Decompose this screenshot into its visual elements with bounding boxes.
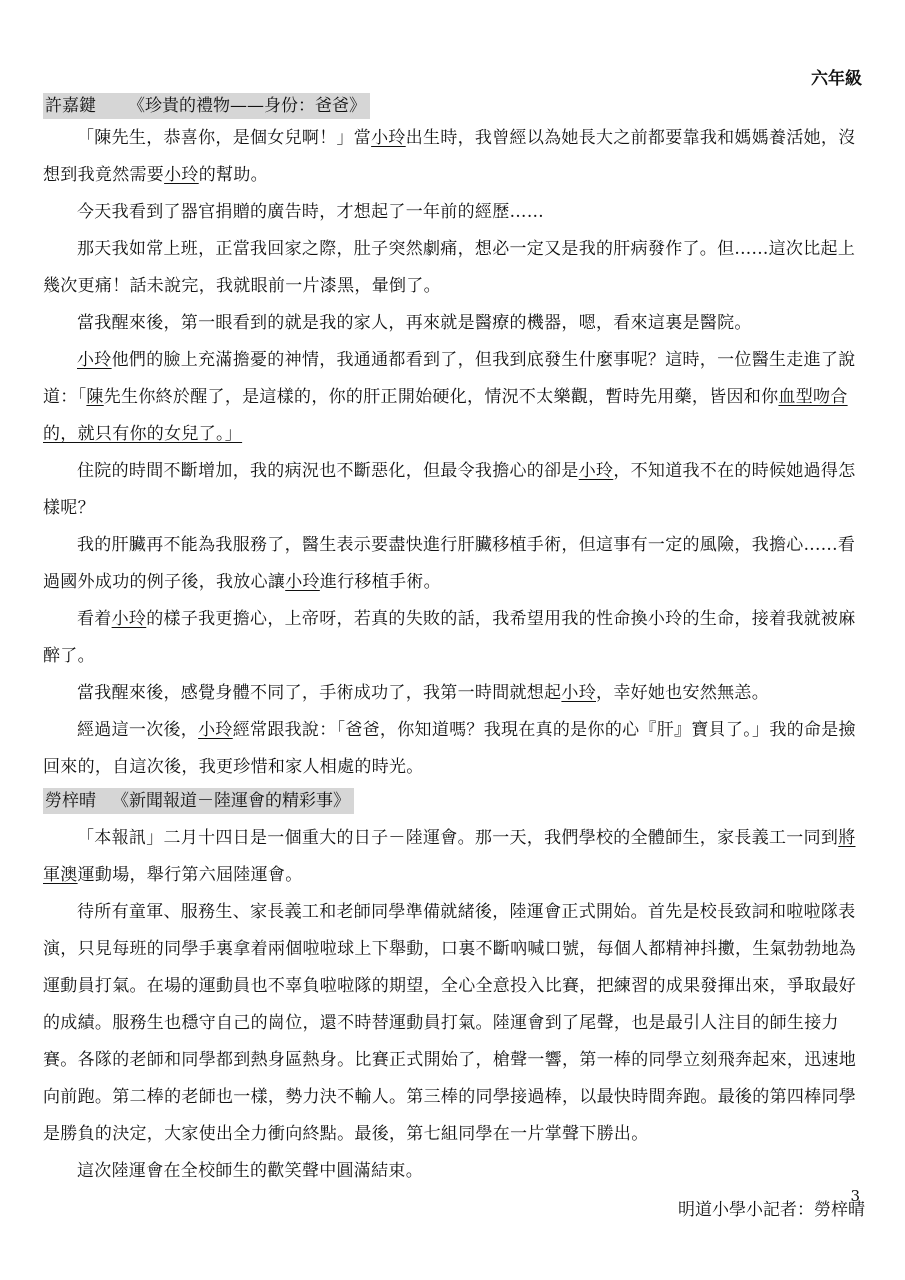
- article1-paragraph-1: 「陳先生，恭喜你，是個女兒啊！」當小玲出生時，我曾經以為她長大之前都要靠我和媽媽養活她，沒想到我竟然需要小玲的幫助。: [43, 128, 856, 185]
- article2-byline: 明道小學小記者：勞梓晴: [678, 1200, 865, 1220]
- article1-paragraph-8: 看着小玲的樣子我更擔心，上帝呀，若真的失敗的話，我希望用我的性命換小玲的生命，接着我就被麻醉了。: [43, 609, 856, 666]
- grade-label: 六年級: [811, 69, 862, 89]
- name-underlined: 小玲: [561, 683, 597, 703]
- article1-title: 《珍貴的禮物——身份：爸爸》: [128, 96, 366, 116]
- text-underlined: 血型吻合的，就只有你的女兒了。」: [43, 387, 848, 444]
- name-underlined: 小玲: [285, 572, 320, 592]
- place-underlined: 將軍澳: [43, 828, 856, 885]
- article1-paragraph-9: 當我醒來後，感覺身體不同了，手術成功了，我第一時間就想起小玲，幸好她也安然無恙。: [77, 683, 770, 703]
- name-underlined: 陳: [86, 387, 104, 407]
- article2-paragraph-1: 「本報訊」二月十四日是一個重大的日子－陸運會。那一天，我們學校的全體師生，家長義工一同到將軍澳運動場，舉行第六屆陸運會。: [43, 828, 856, 885]
- name-underlined: 小玲: [77, 350, 112, 370]
- page-body: [43, 91, 865, 1229]
- article2-heading: [43, 788, 354, 814]
- article2-paragraph-2: 待所有童軍、服務生、家長義工和老師同學準備就緒後，陸運會正式開始。首先是校長致詞和啦啦隊表演，只見每班的同學手裏拿着兩個啦啦球上下舉動，口裏不斷吶喊口號，每個人都精神抖擻，生氣勃勃地為運動員打氣。在場的運動員也不辜負啦啦隊的期望，全心全意投入比賽，把練習的成果發揮出來，爭取最好的成績。服務生也穩守自己的崗位，還不時替運動員打氣。陸運會到了尾聲，也是最引人注目的師生接力賽。各隊的老師和同學都到熱身區熱身。比賽正式開始了，槍聲一響，第一棒的同學立刻飛奔起來，迅速地向前跑。第二棒的老師也一樣，勢力決不輸人。第三棒的同學接過棒，以最快時間奔跑。最後的第四棒同學是勝負的決定，大家使出全力衝向終點。最後，第七組同學在一片掌聲下勝出。: [43, 902, 857, 1144]
- article1-paragraph-3: 那天我如常上班，正當我回家之際，肚子突然劇痛，想必一定又是我的肝病發作了。但......這次比起上幾次更痛！話未說完，我就眼前一片漆黑，暈倒了。: [43, 239, 856, 296]
- page-number: 3: [850, 1187, 860, 1205]
- article1-author: 許嘉鍵: [45, 96, 96, 116]
- name-underlined: 小玲: [371, 128, 406, 148]
- article2-body: [43, 820, 865, 1190]
- article1-paragraph-2: 今天我看到了器官捐贈的廣告時，才想起了一年前的經歷……: [77, 202, 545, 222]
- article1-paragraph-5: 小玲他們的臉上充滿擔憂的神情，我通通都看到了，但我到底發生什麼事呢？這時，一位醫生走進了說道：「陳先生你終於醒了，是這樣的，你的肝正開始硬化，情況不太樂觀，暫時先用藥，皆因和你血型吻合的，就只有你的女兒了。」: [43, 350, 856, 444]
- article2-title: 《新聞報道－陸運會的精彩事》: [112, 791, 350, 811]
- article1-paragraph-6: 住院的時間不斷增加，我的病況也不斷惡化，但最令我擔心的卻是小玲，不知道我不在的時候她過得怎樣呢？: [43, 461, 856, 518]
- article1-paragraph-10: 經過這一次後，小玲經常跟我說：「爸爸，你知道嗎？我現在真的是你的心『肝』寶貝了。」我的命是撿回來的，自這次後，我更珍惜和家人相處的時光。: [43, 720, 856, 777]
- article2-paragraph-3: 這次陸運會在全校師生的歡笑聲中圓滿結束。: [77, 1161, 423, 1181]
- name-underlined: 小玲: [578, 461, 614, 481]
- article1-heading: [43, 93, 370, 119]
- article1-body: [43, 120, 865, 786]
- article2-author: 勞梓晴: [45, 791, 96, 811]
- name-underlined: 小玲: [111, 609, 147, 629]
- article1-paragraph-4: 當我醒來後，第一眼看到的就是我的家人，再來就是醫療的機器，嗯，看來這裏是醫院。: [77, 313, 752, 333]
- name-underlined: 小玲: [198, 720, 233, 740]
- name-underlined: 小玲: [164, 165, 199, 185]
- article1-paragraph-7: 我的肝臟再不能為我服務了，醫生表示要盡快進行肝臟移植手術，但這事有一定的風險，我擔心......看過國外成功的例子後，我放心讓小玲進行移植手術。: [43, 535, 856, 592]
